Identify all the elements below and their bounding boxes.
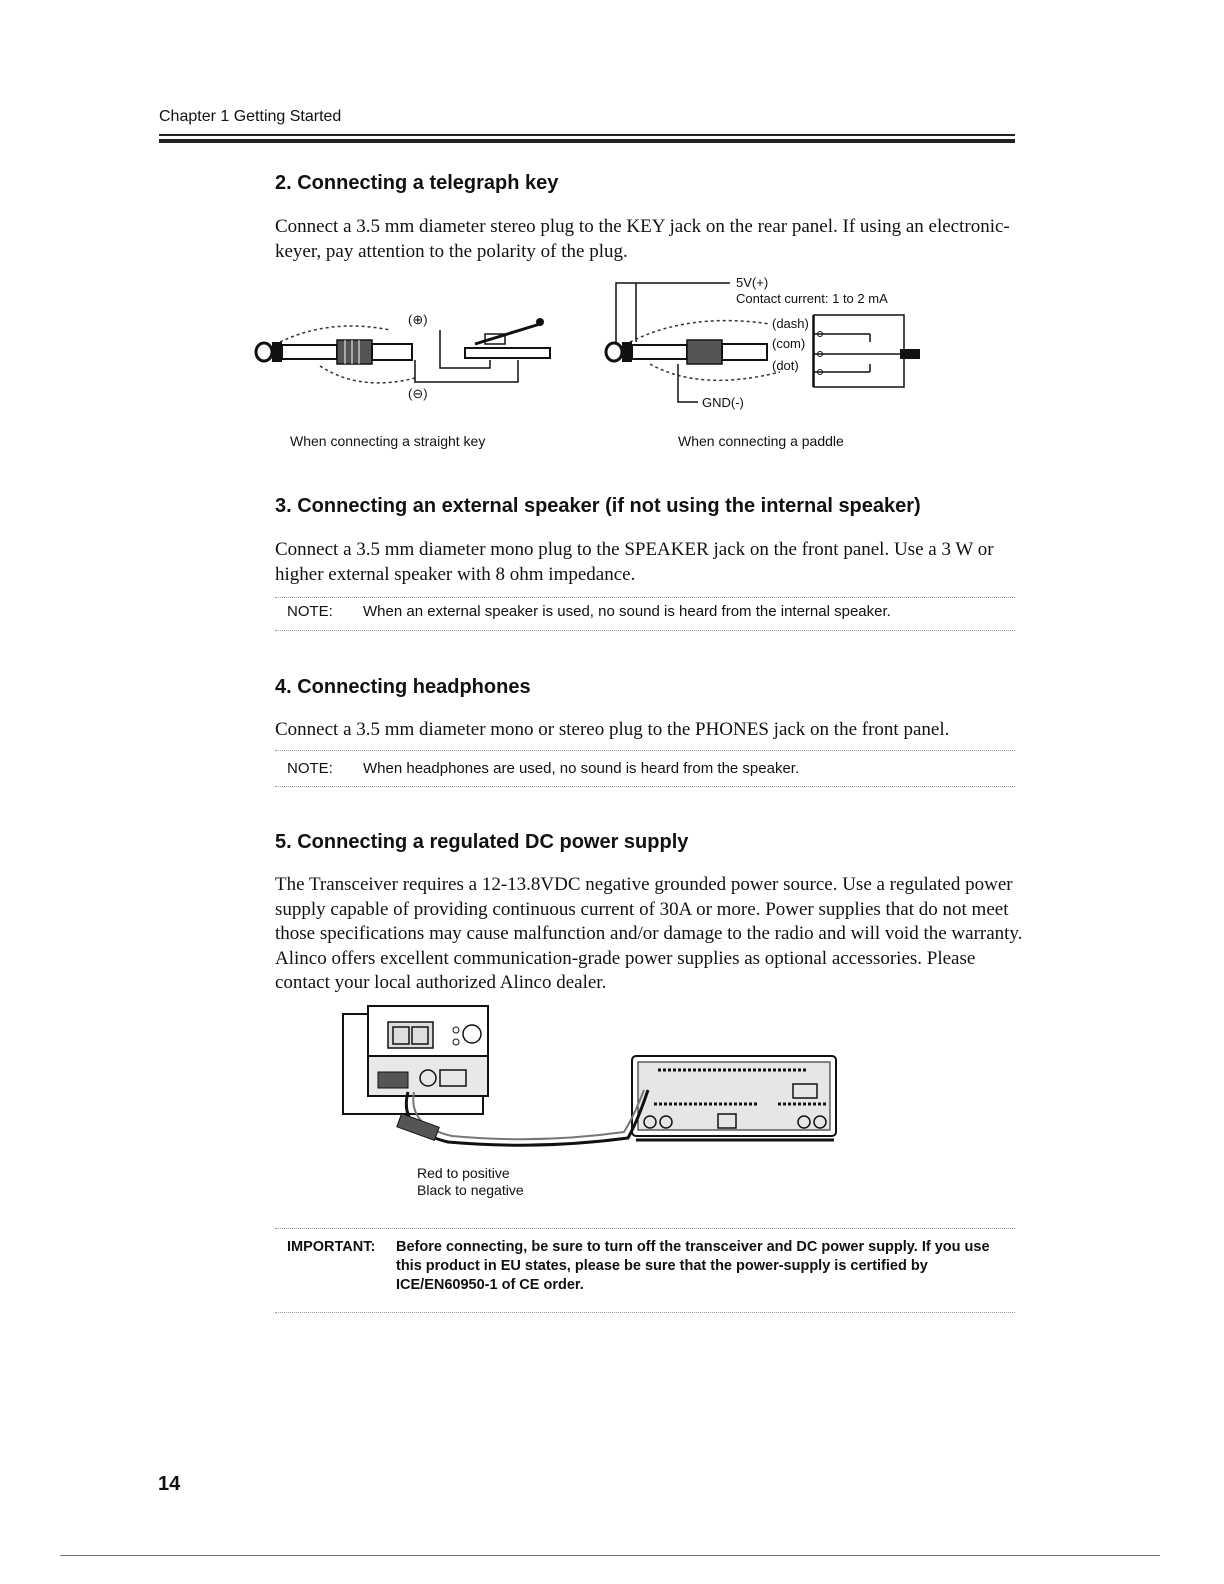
chapter-header: Chapter 1 Getting Started <box>159 108 342 125</box>
caption-black: Black to negative <box>417 1182 524 1198</box>
paddle-diagram <box>600 272 930 417</box>
headphones-note-text: When headphones are used, no sound is heard from the speaker. <box>363 760 800 777</box>
contact-current-label: Contact current: 1 to 2 mA <box>736 291 888 306</box>
important-label: IMPORTANT: <box>287 1239 376 1255</box>
power-caption <box>417 1165 524 1199</box>
plus-label: (⊕) <box>408 312 428 327</box>
straight-key-diagram <box>250 300 570 410</box>
gnd-label: GND(-) <box>702 395 744 410</box>
header-rule <box>159 134 1015 136</box>
page-number: 14 <box>158 1473 181 1495</box>
section-speaker-title: 3. Connecting an external speaker (if not using the internal speaker) <box>275 495 921 517</box>
speaker-note <box>287 603 891 620</box>
headphones-note <box>287 760 799 777</box>
section-power-title: 5. Connecting a regulated DC power supply <box>275 831 689 853</box>
caption-red: Red to positive <box>417 1165 510 1181</box>
note-divider-bottom <box>275 630 1015 631</box>
important-divider-top <box>275 1228 1015 1229</box>
paddle-caption: When connecting a paddle <box>678 433 844 449</box>
speaker-note-label: NOTE: <box>287 603 333 620</box>
minus-label: (⊖) <box>408 386 428 401</box>
section-power-body: The Transceiver requires a 12-13.8VDC negative grounded power source. Use a regulated power supply capable of providing continuous current of 30A or more. Power supplies that do not meet those specifications may cause malfunction and/or damage to the radio and will void the warranty. Alinco offers excellent communication-grade power supplies as optional accessories. Please contact your local authorized Alinco dealer. <box>275 874 1023 993</box>
section-headphones-body: Connect a 3.5 mm diameter mono or stereo plug to the PHONES jack on the front panel. <box>275 719 950 740</box>
v5-label: 5V(+) <box>736 275 769 290</box>
section-headphones-title: 4. Connecting headphones <box>275 676 531 698</box>
important-text: Before connecting, be sure to turn off the transceiver and DC power supply. If you use this product in EU states, please be sure that the power-supply is certified by ICE/EN60950-1 of CE order. <box>396 1239 990 1293</box>
dot-label: (dot) <box>772 358 799 373</box>
speaker-note-text: When an external speaker is used, no sound is heard from the internal speaker. <box>363 603 891 620</box>
section-telegraph-title: 2. Connecting a telegraph key <box>275 172 559 194</box>
note-divider-top <box>275 750 1015 751</box>
com-label: (com) <box>772 336 806 351</box>
note-divider-top <box>275 597 1015 598</box>
straight-key-caption: When connecting a straight key <box>290 433 486 449</box>
header-rule-thick <box>159 139 1015 143</box>
headphones-note-label: NOTE: <box>287 760 333 777</box>
section-telegraph-body: Connect a 3.5 mm diameter stereo plug to the KEY jack on the rear panel. If using an electronic-keyer, pay attention to the polarity of the plug. <box>275 216 1010 262</box>
dash-label: (dash) <box>772 316 809 331</box>
power-supply-illustration <box>338 1000 858 1160</box>
note-divider-bottom <box>275 786 1015 787</box>
footer-rule <box>60 1555 1160 1556</box>
important-divider-bottom <box>275 1312 1015 1313</box>
section-speaker-body: Connect a 3.5 mm diameter mono plug to the SPEAKER jack on the front panel. Use a 3 W or higher external speaker with 8 ohm impedance. <box>275 539 994 585</box>
